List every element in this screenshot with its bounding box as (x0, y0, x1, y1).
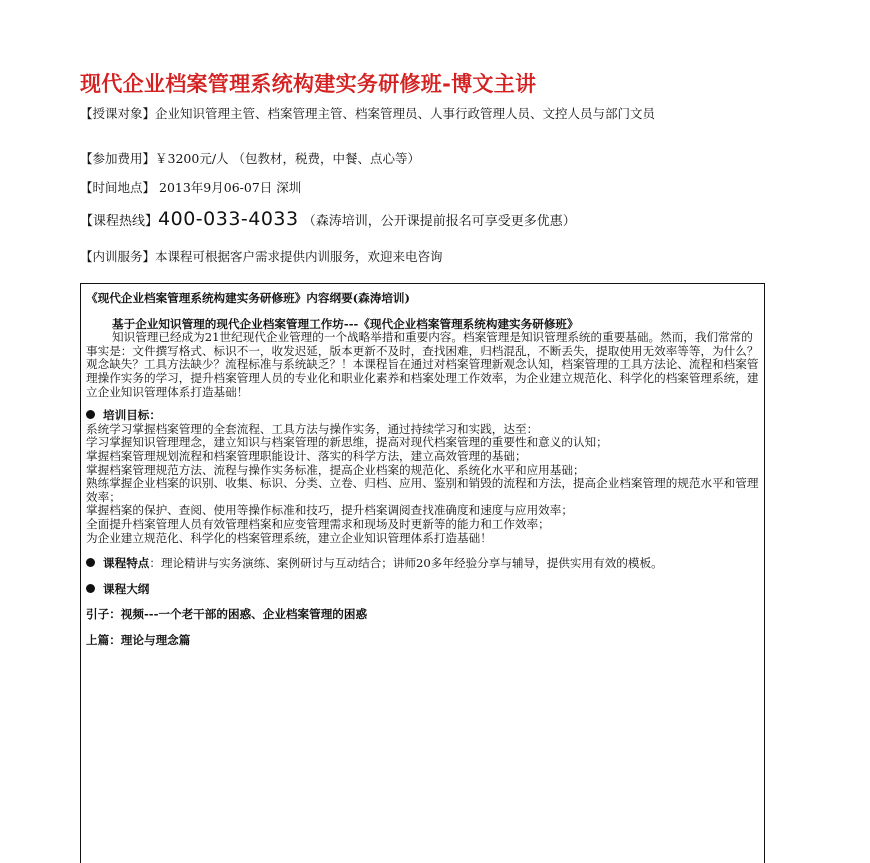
time-label: 【时间地点】 (80, 180, 156, 195)
audience-label: 【授课对象】 (80, 106, 156, 121)
inhouse-row (80, 249, 770, 265)
goal-item: 掌握档案管理规范方法、流程与操作实务标准，提高企业档案的规范化、系统化水平和应用基础； (86, 462, 585, 477)
goal-item: 掌握档案的保护、查阅、使用等操作标准和技巧，提升档案调阅查找准确度和速度与应用效率； (86, 503, 573, 518)
syllabus-part1: 上篇：理论与理念篇 (86, 632, 191, 647)
fee-row (80, 151, 770, 167)
bullet-icon (86, 410, 95, 419)
audience-row (80, 106, 770, 122)
syllabus-intro: 引子：视频---一个老干部的困惑、企业档案管理的困惑 (86, 607, 368, 622)
goals-title: 培训目标： (103, 408, 161, 423)
inhouse-label: 【内训服务】 (80, 249, 156, 264)
goal-item: 熟练掌握企业档案的识别、收集、标识、分类、立卷、归档、应用、鉴别和销毁的流程和方法，提高企业档案管理的规范水平和管理效率； (86, 476, 759, 504)
syllabus-title-row (86, 583, 759, 597)
outline-box (80, 283, 765, 863)
goal-item: 全面提升档案管理人员有效管理档案和应变管理需求和现场及时更新等的能力和工作效率； (86, 516, 550, 531)
page-title: 现代企业档案管理系统构建实务研修班-博文主讲 (80, 72, 537, 96)
time-text: 2013年9月06-07日 深圳 (155, 180, 302, 195)
hotline-row (80, 208, 770, 230)
outline-intro: 知识管理已经成为21世纪现代企业管理的一个战略举措和重要内容。档案管理是知识管理系统的重要基础。然而，我们常常的事实是：文件撰写格式、标识不一，收发迟延，版本更新不及时，查找困难，归档混乱，不断丢失，提取使用无效率等等，为什么？观念缺失？工具方法缺少？流程标准与系统缺乏？！本课程旨在通过对档案管理新观念认知，档案管理的工具方法论、流程和档案管理操作实务的学习，提升档案管理人员的专业化和职业化素养和档案处理工作效率，为企业建立规范化、科学化的档案管理系统，建立企业知识管理体系打造基础！ (86, 330, 759, 399)
hotline-phone: 400-033-4033 (158, 208, 299, 230)
bullet-icon (86, 584, 95, 593)
goal-item: 为企业建立规范化、科学化的档案管理系统，建立企业知识管理体系打造基础！ (86, 530, 492, 545)
goal-item: 系统学习掌握档案管理的全套流程、工具方法与操作实务，通过持续学习和实践，达至： (86, 421, 539, 436)
hotline-label: 【课程热线】 (80, 214, 159, 229)
goal-item: 掌握档案管理规划流程和档案管理职能设计、落实的科学方法，建立高效管理的基础； (86, 448, 527, 463)
goals-title-row (86, 409, 759, 423)
goal-item: 学习掌握知识管理理念，建立知识与档案管理的新思维，提高对现代档案管理的重要性和意义的认知； (86, 435, 608, 450)
features-row (86, 557, 759, 571)
time-row (80, 180, 770, 196)
outline-heading: 《现代企业档案管理系统构建实务研修班》内容纲要(森涛培训) (86, 291, 411, 305)
fee-label: 【参加费用】 (80, 151, 156, 166)
inhouse-text: 本课程可根据客户需求提供内训服务，欢迎来电咨询 (155, 249, 443, 264)
outline-subheading: 基于企业知识管理的现代企业档案管理工作坊---《现代企业档案管理系统构建实务研修班》 (112, 316, 579, 331)
features-text: ：理论精讲与实务演练、案例研讨与互动结合；讲师20多年经验分享与辅导，提供实用有效的模板。 (149, 556, 663, 571)
hotline-note: （森涛培训，公开课提前报名可享受更多优惠） (302, 214, 576, 229)
audience-text: 企业知识管理主管、档案管理主管、档案管理员、人事行政管理人员、文控人员与部门文员 (155, 106, 656, 121)
bullet-icon (86, 558, 95, 567)
syllabus-title: 课程大纲 (103, 581, 150, 596)
fee-text: ￥3200元/人 （包教材，税费，中餐、点心等） (155, 151, 421, 166)
features-title: 课程特点 (103, 556, 150, 571)
